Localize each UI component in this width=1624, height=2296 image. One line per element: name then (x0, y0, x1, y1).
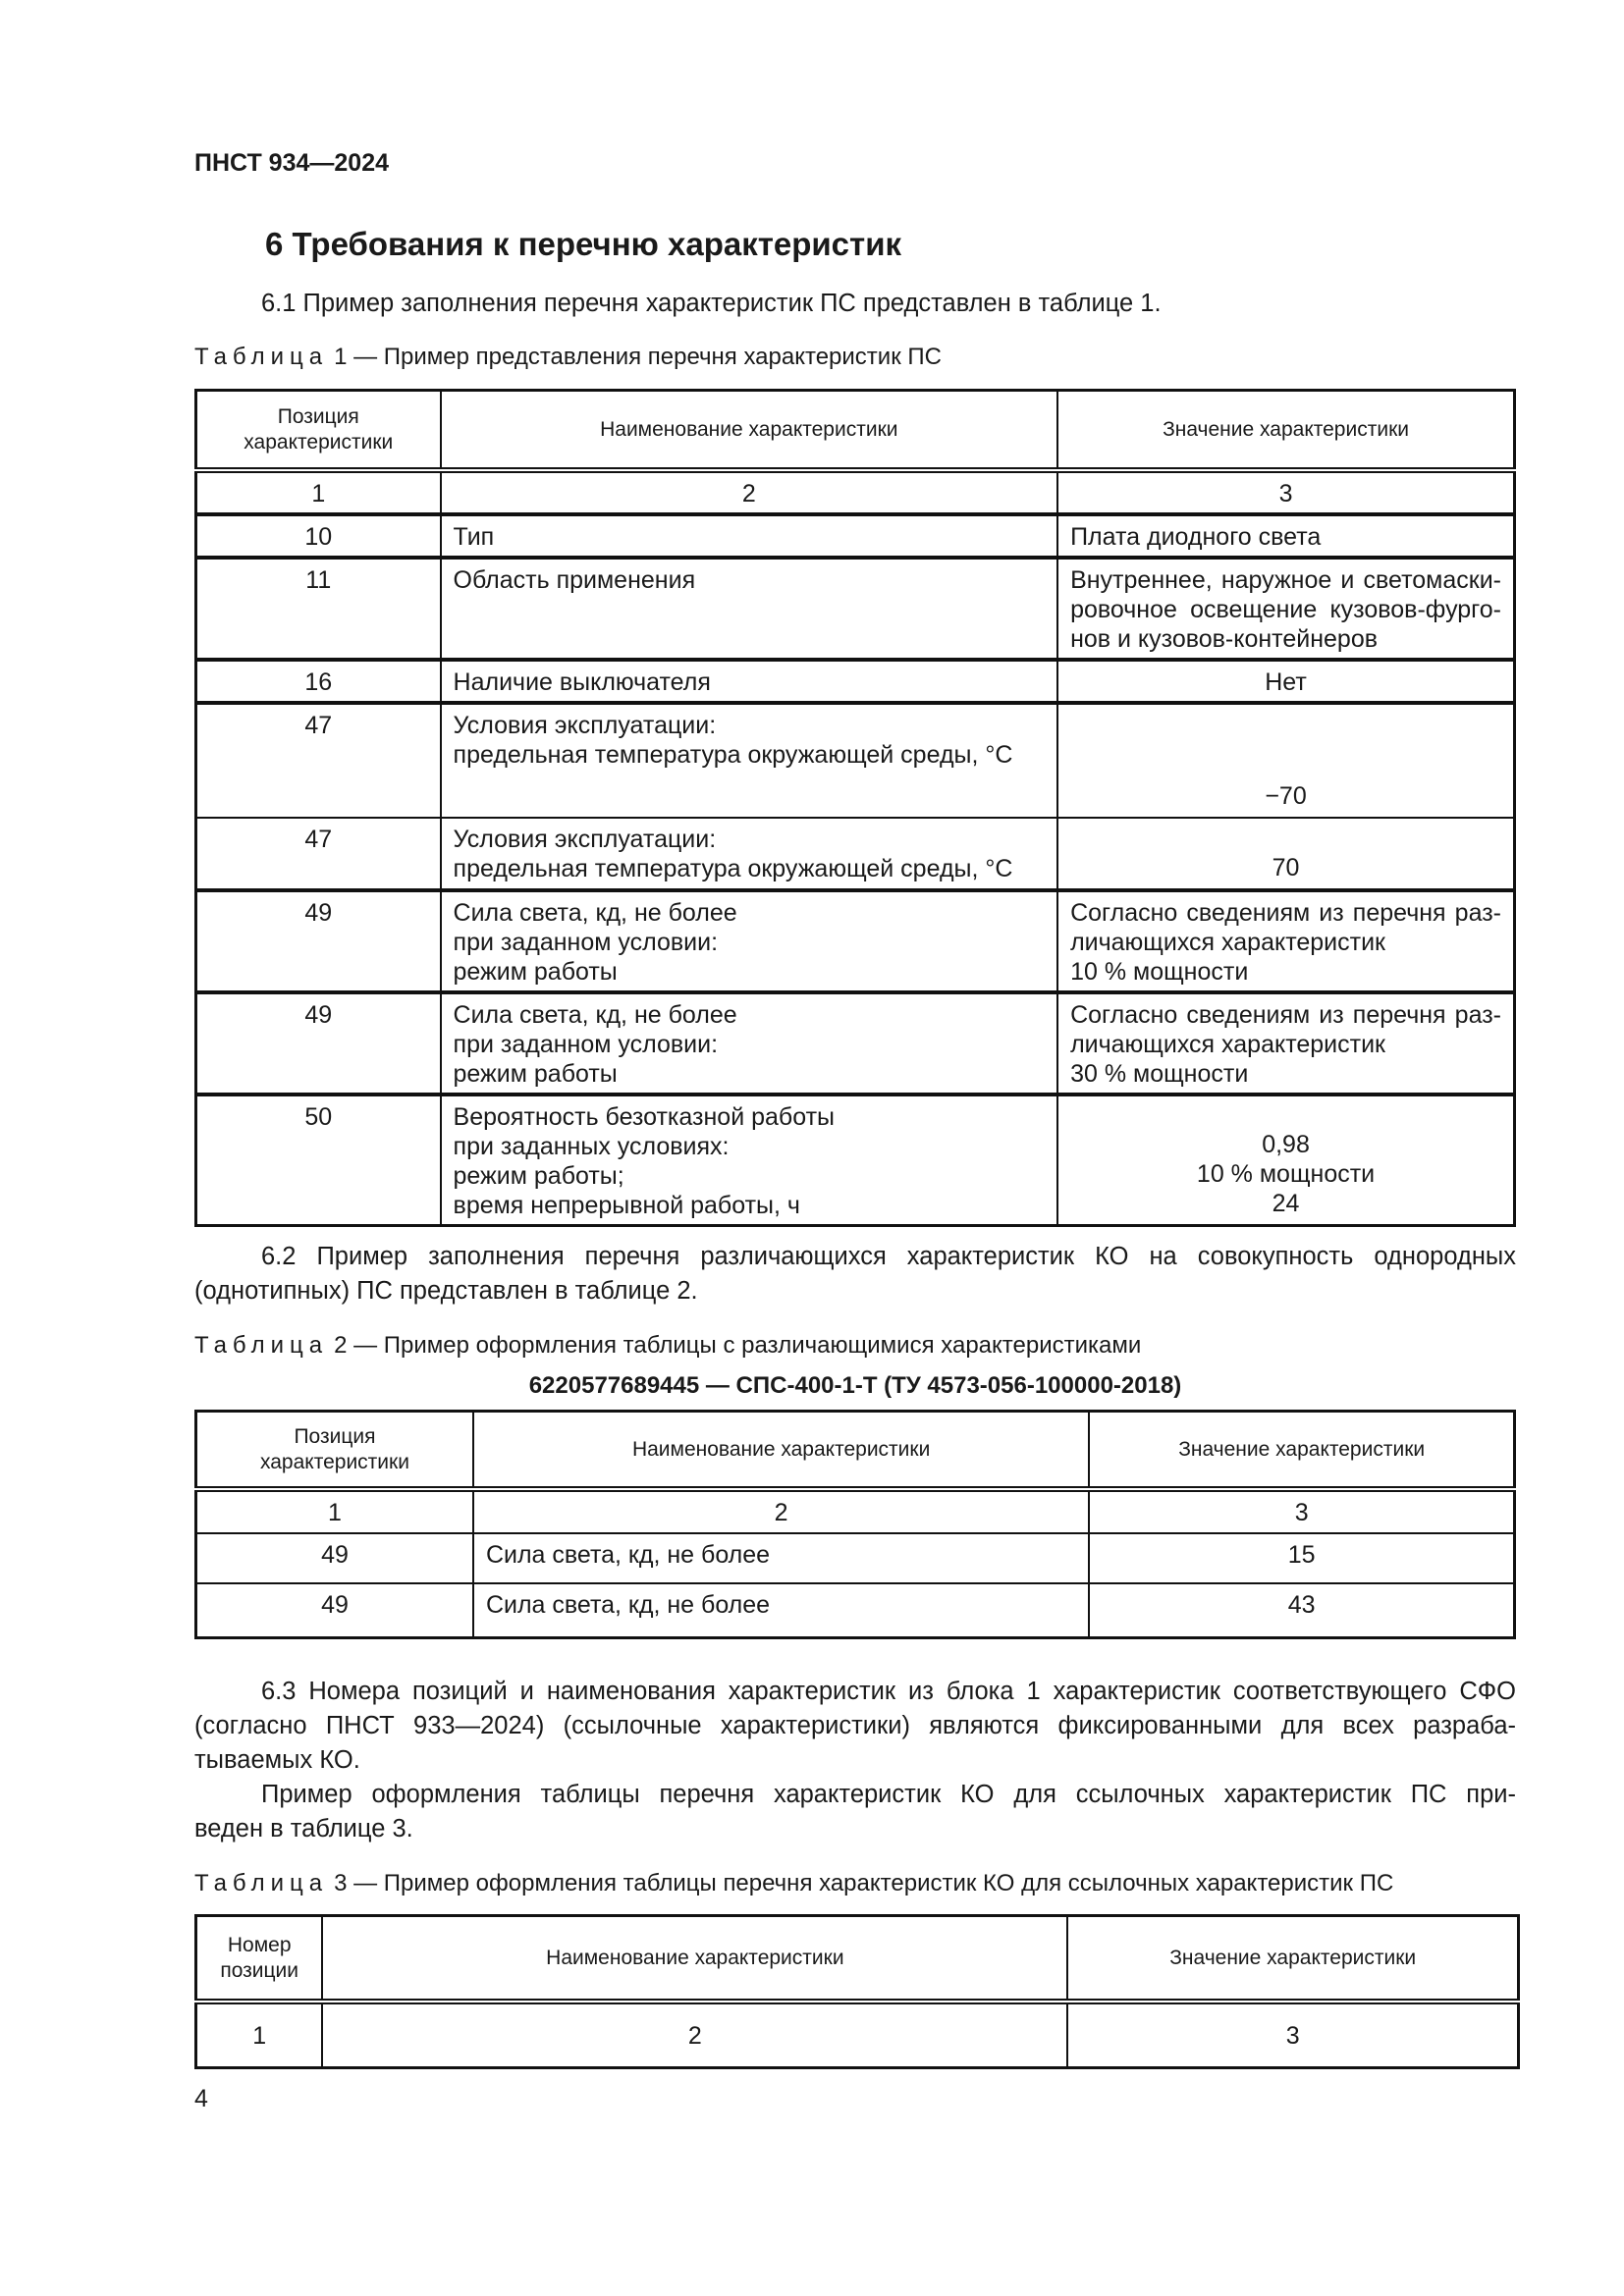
paragraph-6-2 (194, 1240, 1516, 1308)
column-number-cell: 1 (196, 2002, 323, 2068)
text-line: время непрерывной работы, ч (453, 1191, 800, 1219)
header-cell (196, 391, 441, 470)
value-cell (1057, 703, 1514, 818)
position-cell: 11 (196, 558, 441, 660)
text-line: Условия эксплуатации: (453, 825, 717, 853)
paragraph-6-3-example (194, 1778, 1516, 1846)
paragraph-line: веден в таблице 3. (194, 1815, 413, 1842)
text-line: Позиция (294, 1425, 376, 1449)
value-cell (1089, 1533, 1514, 1583)
table-word: Таблица (194, 1870, 329, 1896)
text-line: при заданных условиях: (453, 1132, 730, 1160)
header-row (196, 1412, 1515, 1489)
text-line: Согласно сведениям из перечня раз- (1070, 1000, 1501, 1029)
text-line: режим работы (453, 1059, 618, 1088)
text-line: Согласно сведениям из перечня раз- (1070, 898, 1501, 927)
value-cell (1057, 992, 1514, 1095)
caption-text: 2 — Пример оформления таблицы с различающимися характеристиками (334, 1332, 1142, 1359)
table3 (194, 1914, 1520, 2069)
name-cell (441, 818, 1058, 890)
position-cell: 50 (196, 1095, 441, 1226)
text-line: предельная температура окружающей среды, °С (453, 740, 1013, 769)
table-row (196, 992, 1515, 1095)
text-line: Сила света, кд, не более (453, 898, 737, 927)
paragraph-line: 6.2 Пример заполнения перечня различающихся характеристик КО на совокупность однородных (261, 1243, 1516, 1270)
text-line: предельная температура окружающей среды, °С (453, 854, 1013, 882)
paragraph-line: (согласно ПНСТ 933—2024) (ссылочные характеристики) являются фиксированными для всех разраба- (194, 1712, 1516, 1739)
name-cell (441, 890, 1058, 992)
table-row (196, 818, 1515, 890)
value-cell (1057, 1095, 1514, 1226)
header-cell (322, 1916, 1067, 2002)
name-cell (441, 558, 1058, 660)
table-row (196, 890, 1515, 992)
name-cell (473, 1583, 1089, 1638)
text-line: Номер (227, 1934, 292, 1957)
header-cell (196, 1412, 473, 1489)
text-line: Сила света, кд, не более (485, 1590, 771, 1619)
position-cell: 49 (196, 992, 441, 1095)
text-line: при заданном условии: (453, 928, 719, 956)
column-number-row (196, 470, 1515, 514)
position-cell: 47 (196, 703, 441, 818)
text-line: 10 % мощности (1070, 957, 1249, 986)
column-number-cell: 3 (1089, 1489, 1514, 1533)
text-line: Наличие выключателя (453, 667, 711, 696)
section-heading: 6 Требования к перечню характеристик (265, 226, 901, 262)
column-number-cell: 2 (441, 470, 1058, 514)
value-cell (1057, 818, 1514, 890)
text-line: характеристики (244, 431, 394, 454)
column-number-row (196, 2002, 1519, 2068)
table-word: Таблица (194, 1332, 329, 1359)
column-number-cell: 3 (1057, 470, 1514, 514)
header-row (196, 1916, 1519, 2002)
value-cell (1057, 660, 1514, 703)
paragraph-6-3 (194, 1675, 1516, 1778)
text-line: 10 % мощности (1196, 1159, 1376, 1188)
text-line: Нет (1265, 667, 1307, 696)
text-line: 15 (1287, 1540, 1316, 1569)
table1-caption (194, 344, 942, 371)
text-line: Значение характеристики (1163, 418, 1409, 442)
text-line: ровочное освещение кузовов-фурго- (1070, 595, 1501, 623)
header-cell (441, 391, 1058, 470)
text-line: Сила света, кд, не более (453, 1000, 737, 1029)
text-line: Вероятность безотказной работы (453, 1102, 836, 1131)
name-cell (441, 1095, 1058, 1226)
header-cell (473, 1412, 1089, 1489)
column-number-cell: 3 (1067, 2002, 1518, 2068)
text-line: режим работы (453, 957, 618, 986)
header-cell (1089, 1412, 1514, 1489)
value-cell (1089, 1583, 1514, 1638)
table-row (196, 660, 1515, 703)
header-cell (1057, 391, 1514, 470)
table-row (196, 1095, 1515, 1226)
text-line: 43 (1287, 1590, 1316, 1619)
position-cell: 49 (196, 890, 441, 992)
table-row (196, 1533, 1515, 1583)
table2 (194, 1410, 1516, 1639)
caption-text: 1 — Пример представления перечня характеристик ПС (334, 344, 942, 370)
value-cell (1057, 514, 1514, 558)
caption-text: 3 — Пример оформления таблицы перечня характеристик КО для ссылочных характеристик ПС (334, 1870, 1394, 1896)
position-cell: 10 (196, 514, 441, 558)
text-line: Сила света, кд, не более (485, 1540, 771, 1569)
text-line: при заданном условии: (453, 1030, 719, 1058)
text-line: режим работы; (453, 1161, 624, 1190)
value-cell (1057, 890, 1514, 992)
column-number-cell: 1 (196, 1489, 473, 1533)
text-line: нов и кузовов-контейнеров (1070, 624, 1379, 653)
header-cell (196, 1916, 323, 2002)
table2-caption (194, 1332, 1141, 1360)
name-cell (473, 1533, 1089, 1583)
paragraph-line: Пример оформления таблицы перечня характеристик КО для ссылочных характеристик ПС при- (261, 1781, 1516, 1808)
text-line: 24 (1272, 1189, 1300, 1217)
text-line: характеристики (259, 1451, 409, 1474)
text-line: Значение характеристики (1178, 1438, 1426, 1462)
text-line: Наименование характеристики (600, 418, 898, 442)
text-line: личающихся характеристик (1070, 928, 1385, 956)
name-cell (441, 992, 1058, 1095)
name-cell (441, 514, 1058, 558)
text-line: Наименование характеристики (546, 1947, 844, 1970)
text-line: позиции (220, 1959, 299, 1983)
paragraph-line: 6.3 Номера позиций и наименования характеристик из блока 1 характеристик соответствующего СФО (261, 1678, 1516, 1705)
value-cell (1057, 558, 1514, 660)
text-line: Позиция (277, 405, 359, 429)
text-line: 0,98 (1262, 1130, 1310, 1158)
table-row (196, 1583, 1515, 1638)
name-cell (441, 703, 1058, 818)
page-number: 4 (194, 2085, 208, 2112)
table-row (196, 558, 1515, 660)
text-line: 70 (1272, 853, 1300, 881)
position-cell: 49 (196, 1533, 473, 1583)
text-line: Тип (453, 522, 495, 551)
column-number-row (196, 1489, 1515, 1533)
text-line: Область применения (453, 565, 696, 594)
text-line: Условия эксплуатации: (453, 711, 717, 739)
text-line: Значение характеристики (1169, 1947, 1417, 1970)
table-row (196, 514, 1515, 558)
position-cell: 47 (196, 818, 441, 890)
paragraph-6-1 (194, 287, 1516, 321)
table3-caption (194, 1870, 1393, 1897)
table-row (196, 703, 1515, 818)
position-cell: 16 (196, 660, 441, 703)
header-row (196, 391, 1515, 470)
text-line: Наименование характеристики (631, 1438, 931, 1462)
header-cell (1067, 1916, 1518, 2002)
text-line: 30 % мощности (1070, 1059, 1249, 1088)
paragraph-line: тываемых КО. (194, 1746, 360, 1774)
position-cell: 49 (196, 1583, 473, 1638)
table-word: Таблица (194, 344, 329, 370)
text-line: Внутреннее, наружное и светомаски- (1070, 565, 1501, 594)
text-line: Плата диодного света (1070, 522, 1322, 551)
column-number-cell: 1 (196, 470, 441, 514)
table2-subtitle: 6220577689445 — СПС-400-1-Т (ТУ 4573-056-100000-2018) (528, 1372, 1182, 1399)
document-code: ПНСТ 934—2024 (194, 149, 389, 177)
paragraph-line: (однотипных) ПС представлен в таблице 2. (194, 1277, 698, 1305)
name-cell (441, 660, 1058, 703)
column-number-cell: 2 (322, 2002, 1067, 2068)
text-line: личающихся характеристик (1070, 1030, 1385, 1058)
paragraph-line: 6.1 Пример заполнения перечня характеристик ПС представлен в таблице 1. (261, 290, 1162, 317)
table1 (194, 389, 1516, 1227)
column-number-cell: 2 (473, 1489, 1089, 1533)
text-line: −70 (1265, 781, 1307, 810)
